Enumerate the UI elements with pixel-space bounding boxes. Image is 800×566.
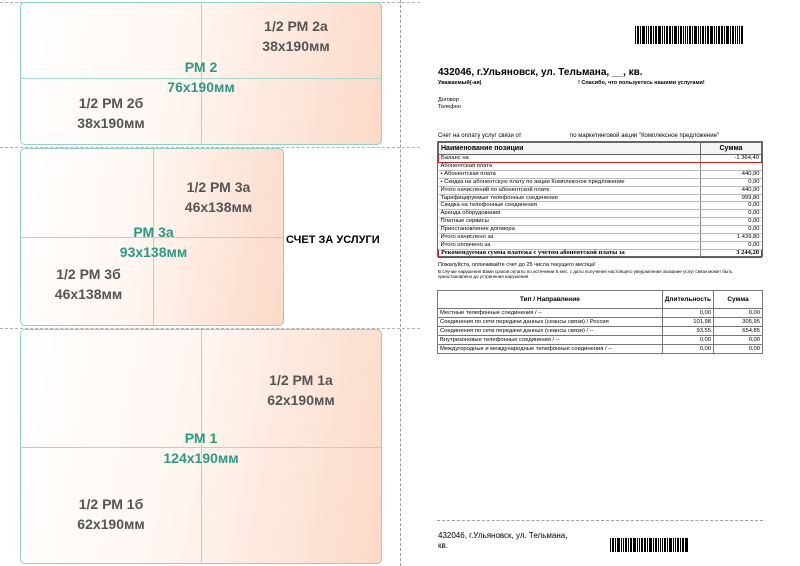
barcode-bar — [710, 26, 713, 44]
barcode-bar — [673, 538, 674, 552]
ad-pm1a-size: 62x190мм — [267, 392, 335, 408]
charge-name: • Скидка на абонентскую плату по акции Комплексное предложение — [439, 178, 701, 186]
barcode-bar — [655, 26, 657, 44]
charge-value: 0,00 — [701, 241, 762, 249]
barcode-bar — [648, 26, 649, 44]
charge-value: 0,00 — [701, 218, 762, 226]
charge-row — [439, 218, 762, 226]
call-type: Междугородные и международные телефонные соединения / -- — [438, 345, 663, 354]
charge-row — [439, 226, 762, 234]
charge-row — [439, 186, 762, 194]
barcode-bar — [653, 538, 654, 552]
charge-name: Платные сервисы — [439, 218, 701, 226]
col-header-duration: Длительность — [662, 291, 713, 309]
barcode-bar — [615, 538, 616, 552]
ad-pm1b-title: 1/2 РМ 1б — [78, 496, 144, 512]
barcode-bar — [662, 26, 663, 44]
col-header-sum2: Сумма — [714, 291, 763, 309]
invoice-address: 432046, г.Ульяновск, ул. Тельмана, __, кв. — [438, 67, 643, 78]
charge-value: 0,00 — [701, 210, 762, 218]
ad-block-pm1 — [20, 329, 382, 564]
phone-label: Телефон — [438, 104, 461, 110]
call-type: Соединения по сети передачи данных (сеансы связи) / -- — [438, 327, 663, 336]
barcode-bar — [678, 26, 679, 44]
call-duration: 0,00 — [662, 309, 713, 318]
call-type: Соединения по сети передачи данных (сеансы связи) / Россия — [438, 318, 663, 327]
barcode-bar — [680, 26, 682, 44]
charge-row — [439, 194, 762, 202]
barcode-bar — [718, 26, 720, 44]
barcode-bar — [675, 538, 676, 552]
call-type: Местные телефонные соединения / -- — [438, 309, 663, 318]
charge-value: 440,00 — [701, 186, 762, 194]
barcode-bar — [658, 538, 659, 552]
charge-value: -1 364,40 — [701, 155, 762, 163]
barcode-bar — [664, 26, 665, 44]
barcode-bar — [677, 538, 679, 552]
charge-name: Аренда оборудования — [439, 210, 701, 218]
barcode-bar — [649, 538, 652, 552]
barcode-bar — [612, 538, 614, 552]
ad-pm1-title: РМ 1 — [184, 430, 218, 446]
charge-name: Тарифицируемые телефонные соединения — [439, 194, 701, 202]
side-title: СЧЕТ ЗА УСЛУГИ — [286, 234, 380, 246]
call-duration: 101,98 — [662, 318, 713, 327]
barcode-bar — [741, 26, 743, 44]
ad-pm2b-title: 1/2 РМ 2б — [78, 95, 144, 111]
charge-row — [439, 202, 762, 210]
barcode-bar — [672, 26, 673, 44]
call-row — [438, 318, 763, 327]
barcode-bar — [625, 538, 627, 552]
footer-address: 432046, г.Ульяновск, ул. Тельмана, — [438, 531, 568, 540]
charge-row — [439, 170, 762, 178]
barcode-bar — [647, 538, 648, 552]
col-header-name: Наименование позиции — [439, 143, 701, 155]
thanks-text: ! Спасибо, что пользуетесь нашими услугами! — [578, 80, 705, 86]
charge-name: Абонентская плата — [439, 162, 701, 170]
greeting: Уважаемый(-ая) — [438, 80, 482, 86]
ad-pm2-title: РМ 2 — [184, 59, 218, 75]
call-sum: 0,00 — [714, 309, 763, 318]
charge-value — [701, 162, 762, 170]
barcode-bar — [630, 538, 632, 552]
ad-pm1-size: 124x190мм — [163, 450, 239, 466]
barcode-bar — [640, 26, 641, 44]
barcode-bar — [637, 538, 638, 552]
call-row — [438, 309, 763, 318]
barcode-bar — [669, 26, 671, 44]
call-duration: 93,55 — [662, 327, 713, 336]
barcode-bar — [737, 26, 738, 44]
charge-value: 3 244,20 — [701, 249, 762, 257]
ad-pm2a-size: 38x190мм — [262, 38, 330, 54]
charge-value: 1 439,80 — [701, 234, 762, 242]
barcode-bar — [716, 26, 717, 44]
barcode-bar — [674, 26, 677, 44]
call-type: Внутризоновые телефонные соединения / -- — [438, 336, 663, 345]
ad-block-pm2 — [20, 2, 382, 145]
charge-name: Приостановление договора — [439, 226, 701, 234]
barcode-bar — [732, 26, 734, 44]
barcode-bar — [698, 26, 699, 44]
barcode-bar — [653, 26, 654, 44]
barcode-bar — [707, 26, 709, 44]
payment-warning: В случае нарушения Вами сроков оплаты по истечении 6 мес. с даты получения настоящего уведомления оказание услуг связи может быть приостановлено до устранения нарушения — [438, 269, 733, 279]
ad-pm1a-title: 1/2 РМ 1а — [269, 372, 333, 388]
barcode-bar — [641, 538, 643, 552]
call-row — [438, 327, 763, 336]
barcode-bar — [685, 26, 686, 44]
barcode-top — [635, 26, 744, 44]
call-sum: 0,00 — [714, 345, 763, 354]
ad-pm1b-size: 62x190мм — [77, 516, 145, 532]
barcode-bar — [639, 538, 640, 552]
col-header-type: Тип / Направление — [438, 291, 663, 309]
barcode-bar — [666, 26, 668, 44]
bill-line-2: по маркетинговой акции "Комплексное предложение" — [570, 133, 720, 139]
barcode-bar — [739, 26, 740, 44]
barcode-bar — [642, 26, 645, 44]
barcode-bar — [662, 538, 663, 552]
call-row — [438, 336, 763, 345]
ad-pm3a-half-title: 1/2 РМ 3а — [186, 179, 251, 195]
barcode-bar — [667, 538, 668, 552]
charge-value: 0,00 — [701, 178, 762, 186]
barcode-bar — [633, 538, 636, 552]
barcode-bar — [735, 26, 736, 44]
barcode-bar — [689, 26, 691, 44]
charge-value: 440,00 — [701, 170, 762, 178]
ad-pm2a-title: 1/2 РМ 2а — [264, 18, 328, 34]
charge-row — [439, 234, 762, 242]
barcode-bar — [724, 26, 725, 44]
col-header-sum: Сумма — [701, 143, 762, 155]
barcode-bar — [646, 26, 647, 44]
barcode-bar — [644, 538, 646, 552]
charges-table — [438, 142, 762, 258]
charge-name: Скидка на телефонные соединения — [439, 202, 701, 210]
call-duration: 0,00 — [662, 345, 713, 354]
barcode-bar — [705, 26, 706, 44]
barcode-bar — [700, 26, 701, 44]
cut-line-bottom — [437, 520, 763, 521]
barcode-bar — [628, 538, 629, 552]
barcode-bar — [617, 538, 620, 552]
contract-label: Договор — [438, 97, 459, 103]
charge-name: Итого оплачено за — [439, 241, 701, 249]
ad-block-pm3a — [20, 148, 284, 326]
barcode-bar — [694, 26, 697, 44]
call-sum: 305,95 — [714, 318, 763, 327]
fold-line — [400, 0, 401, 566]
call-sum: 0,00 — [714, 336, 763, 345]
charge-row — [439, 178, 762, 186]
ad-pm3a-size: 93x138мм — [119, 244, 188, 260]
ad-pm3b-half-title: 1/2 РМ 3б — [56, 266, 121, 282]
barcode-bar — [621, 538, 622, 552]
barcode-bar — [682, 538, 684, 552]
charge-name: • Абонентская плата — [439, 170, 701, 178]
barcode-bar — [623, 538, 624, 552]
call-row — [438, 345, 763, 354]
barcode-bar — [637, 26, 639, 44]
barcode-bar — [664, 538, 666, 552]
footer-kv: кв. — [438, 541, 448, 550]
ad-pm2b-size: 38x190мм — [77, 115, 145, 131]
bill-line-1: Счет на оплату услуг связи от — [438, 133, 522, 139]
barcode-bar — [680, 538, 681, 552]
charge-name: Рекомендуемая сумма платежа с учетом абонентской платы за — [439, 249, 701, 257]
barcode-bar — [655, 538, 657, 552]
call-sum: 654,85 — [714, 327, 763, 336]
barcode-bottom — [610, 538, 689, 552]
barcode-bar — [635, 26, 636, 44]
barcode-bar — [702, 26, 704, 44]
barcode-bar — [658, 26, 661, 44]
charge-row — [439, 210, 762, 218]
charge-row — [439, 249, 762, 257]
barcode-bar — [610, 538, 611, 552]
ad-pm3a-title: РМ 3а — [133, 224, 174, 240]
barcode-bar — [669, 538, 672, 552]
barcode-bar — [714, 26, 715, 44]
barcode-bar — [692, 26, 693, 44]
charge-name: Итого начислений по абонентской плате — [439, 186, 701, 194]
ad-pm3b-half-size: 46x138мм — [54, 286, 123, 302]
charge-value: 999,80 — [701, 194, 762, 202]
barcode-bar — [683, 26, 684, 44]
calls-table — [437, 290, 763, 354]
charge-value: 0,00 — [701, 202, 762, 210]
barcode-bar — [721, 26, 723, 44]
call-duration: 0,00 — [662, 336, 713, 345]
barcode-bar — [650, 26, 652, 44]
charge-value: 0,00 — [701, 226, 762, 234]
barcode-bar — [685, 538, 688, 552]
barcode-bar — [660, 538, 661, 552]
barcode-bar — [687, 26, 688, 44]
barcode-bar — [726, 26, 729, 44]
charge-name: Итого начислено за — [439, 234, 701, 242]
charge-row — [439, 155, 762, 163]
payment-note: Пожалуйста, оплачивайте счет до 25 числа текущего месяца! — [438, 262, 596, 268]
ad-pm2-size: 76x190мм — [167, 79, 235, 95]
charge-name: Баланс на — [439, 155, 701, 163]
charge-row — [439, 162, 762, 170]
barcode-bar — [730, 26, 731, 44]
ad-pm3a-half-size: 46x138мм — [184, 199, 253, 215]
